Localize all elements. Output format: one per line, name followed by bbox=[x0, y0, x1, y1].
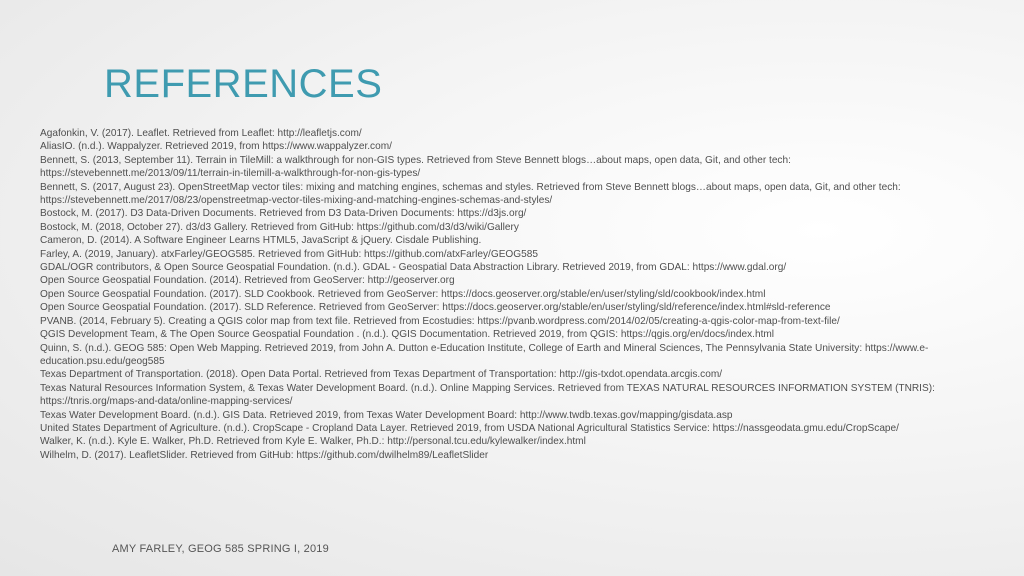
reference-item: Texas Natural Resources Information System, & Texas Water Development Board. (n.d.). Online Mapping Services. Retrieved from TEXAS NATURAL RESOURCES INFORMATION SYSTEM (TNRIS): https://tnris.org/maps-and-data/online-mapping-services/ bbox=[40, 382, 935, 408]
slide-footer: AMY FARLEY, GEOG 585 SPRING I, 2019 bbox=[112, 543, 329, 555]
reference-item: Bennett, S. (2017, August 23). OpenStreetMap vector tiles: mixing and matching engines, schemas and styles. Retrieved from Steve Bennett blogs…about maps, open data, Git, and other tech: https://stevebennett.me/2017/08/23/openstreetmap-vector-tiles-mixing-and-matching-engines-schemas-and-styles/ bbox=[40, 181, 901, 207]
reference-item: Bostock, M. (2018, October 27). d3/d3 Gallery. Retrieved from GitHub: https://github.com/d3/d3/wiki/Gallery bbox=[40, 221, 519, 233]
reference-item: Open Source Geospatial Foundation. (2017). SLD Reference. Retrieved from GeoServer: https://docs.geoserver.org/stable/en/user/styling/sld/reference/index.html#sld-reference bbox=[40, 302, 831, 314]
reference-item: Agafonkin, V. (2017). Leaflet. Retrieved from Leaflet: http://leafletjs.com/ bbox=[40, 128, 362, 139]
reference-item: Texas Water Development Board. (n.d.). GIS Data. Retrieved 2019, from Texas Water Development Board: http://www.twdb.texas.gov/mapping/gisdata.asp bbox=[40, 409, 733, 421]
reference-item: Bennett, S. (2013, September 11). Terrain in TileMill: a walkthrough for non-GIS types. Retrieved from Steve Bennett blogs…about maps, open data, Git, and other tech: https://stevebennett.me/2013/09/11/terrain-in-tilemill-a-walkthrough-for-non-gis-types/ bbox=[40, 154, 791, 180]
reference-item: PVANB. (2014, February 5). Creating a QGIS color map from text file. Retrieved from Ecostudies: https://pvanb.wordpress.com/2014/02/05/creating-a-qgis-color-map-from-text-file/ bbox=[40, 315, 840, 327]
reference-list bbox=[40, 127, 960, 462]
reference-item: Open Source Geospatial Foundation. (2017). SLD Cookbook. Retrieved from GeoServer: https://docs.geoserver.org/stable/en/user/styling/sld/cookbook/index.html bbox=[40, 288, 766, 300]
reference-item: GDAL/OGR contributors, & Open Source Geospatial Foundation. (n.d.). GDAL - Geospatial Data Abstraction Library. Retrieved 2019, from GDAL: https://www.gdal.org/ bbox=[40, 262, 787, 274]
reference-item: Bostock, M. (2017). D3 Data-Driven Documents. Retrieved from D3 Data-Driven Documents: https://d3js.org/ bbox=[40, 208, 527, 220]
slide-title: REFERENCES bbox=[104, 62, 383, 106]
reference-item: Wilhelm, D. (2017). LeafletSlider. Retrieved from GitHub: https://github.com/dwilhelm89/LeafletSlider bbox=[40, 449, 489, 461]
reference-item: Walker, K. (n.d.). Kyle E. Walker, Ph.D. Retrieved from Kyle E. Walker, Ph.D.: http://personal.tcu.edu/kylewalker/index.html bbox=[40, 436, 586, 448]
reference-item: Farley, A. (2019, January). atxFarley/GEOG585. Retrieved from GitHub: https://github.com/atxFarley/GEOG585 bbox=[40, 248, 538, 260]
reference-item: Texas Department of Transportation. (2018). Open Data Portal. Retrieved from Texas Department of Transportation: http://gis-txdot.opendata.arcgis.com/ bbox=[40, 369, 723, 381]
reference-item: United States Department of Agriculture. (n.d.). CropScape - Cropland Data Layer. Retrieved 2019, from USDA National Agricultural Statistics Service: https://nassgeodata.gmu.edu/CropScape/ bbox=[40, 422, 899, 434]
reference-item: Cameron, D. (2014). A Software Engineer Learns HTML5, JavaScript & jQuery. Cisdale Publishing. bbox=[40, 235, 482, 247]
reference-item: QGIS Development Team, & The Open Source Geospatial Foundation . (n.d.). QGIS Documentation. Retrieved 2019, from QGIS: https://qgis.org/en/docs/index.html bbox=[40, 329, 775, 341]
reference-item: Open Source Geospatial Foundation. (2014). Retrieved from GeoServer: http://geoserver.org bbox=[40, 275, 455, 287]
reference-item: Quinn, S. (n.d.). GEOG 585: Open Web Mapping. Retrieved 2019, from John A. Dutton e-Education Institute, College of Earth and Mineral Sciences, The Pennsylvania State University: https://www.e-education.psu.edu/geog585 bbox=[40, 342, 929, 367]
reference-item: AliasIO. (n.d.). Wappalyzer. Retrieved 2019, from https://www.wappalyzer.com/ bbox=[40, 141, 392, 153]
